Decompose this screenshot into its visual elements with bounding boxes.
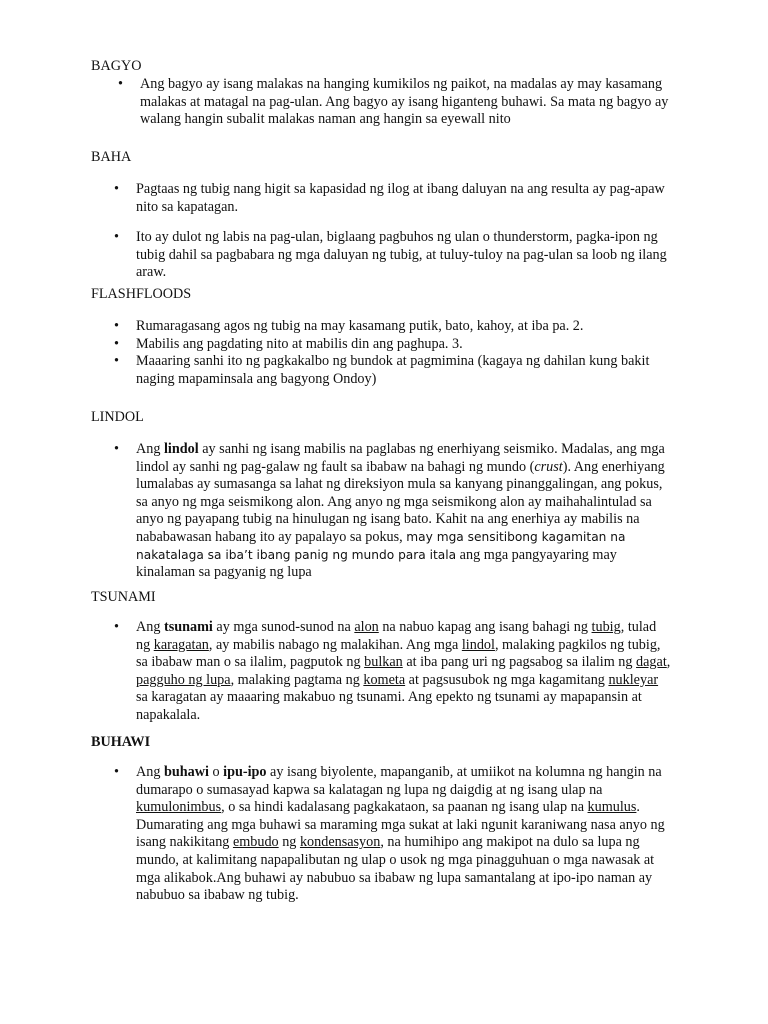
list-item: • Rumaragasang agos ng tubig na may kasamang putik, bato, kahoy, at iba pa. 2. bbox=[0, 318, 672, 336]
flashfloods-list bbox=[0, 318, 768, 388]
link-kumulus[interactable]: kumulus bbox=[587, 799, 637, 816]
link-embudo[interactable]: embudo bbox=[232, 834, 279, 851]
tsunami-paragraph bbox=[0, 619, 672, 725]
buhawi-paragraph bbox=[0, 764, 672, 905]
text-run: o bbox=[208, 764, 224, 780]
heading-bagyo: BAGYO bbox=[91, 58, 142, 74]
heading-baha: BAHA bbox=[91, 149, 132, 165]
text-run: at iba pang uri ng pagsabog sa ilalim ng bbox=[402, 654, 637, 671]
link-kumulonimbus[interactable]: kumulonimbus bbox=[136, 799, 222, 816]
list-item: • Ito ay dulot ng labis na pag-ulan, biglaang pagbuhos ng ulan o thunderstorm, pagka-ipon ng tubig dahil sa pagbabara ng mga daluyan ng tubig, at tuluy-tuloy na pag-ulan sa loob ng ilang araw. bbox=[0, 229, 672, 282]
text-run: na nabuo kapag ang isang bahagi ng bbox=[378, 619, 592, 635]
term-tsunami: tsunami bbox=[163, 619, 213, 635]
link-tubig[interactable]: tubig bbox=[591, 619, 621, 635]
link-karagatan[interactable]: karagatan bbox=[153, 636, 209, 653]
link-lindol[interactable]: lindol bbox=[461, 636, 495, 653]
heading-buhawi: BUHAWI bbox=[91, 734, 151, 750]
list-item: • Ang bagyo ay isang malakas na hanging kumikilos ng paikot, na madalas ay may kasamang malakas at matagal na pag-ulan. Ang bagyo ay isang higanteng buhawi. Sa mata ng bagyo ay walang hangin subalit malakas naman ang hangin sa eyewall nito bbox=[0, 76, 676, 129]
term-buhawi: buhawi bbox=[163, 764, 209, 780]
term-crust: crust bbox=[534, 458, 563, 475]
text-run: , malaking pagtama ng bbox=[230, 671, 364, 688]
text-run: sa karagatan ay maaaring makabuo ng tsunami. Ang epekto ng tsunami ay mapapansin at napakalala. bbox=[136, 689, 642, 723]
buhawi-list bbox=[0, 764, 768, 905]
text-run: ang mga pangyayaring may kinalaman sa pagyanig ng lupa bbox=[136, 546, 617, 581]
text-run: ng bbox=[278, 834, 300, 851]
bagyo-list bbox=[0, 76, 768, 129]
text-run: Ang bbox=[136, 441, 164, 457]
text-run: ). Ang enerhiyang lumalabas ay sumasanga sa lahat ng direksiyon mula sa kanyang pinanggalingan, ang pokus, sa anyo ng mga seismikong alon. Ang anyo ng mga seismikong alon ay maihahalintulad sa anyo ng payapang tubig na hinulugan ng isang bato. Kahit na ang enerhiya ay mabilis na nababawasan habang ito ay papalayo sa pokus, bbox=[136, 458, 665, 545]
text-run: , o sa hindi kadalasang pagkakataon, sa paanan ng isang ulap na bbox=[221, 799, 588, 816]
heading-flashfloods: FLASHFLOODS bbox=[91, 286, 192, 302]
text-run: , na humihipo ang makipot na dulo sa lupa ng mundo, at kalimitang napapalibutan ng ulap o usok ng mga pinagguhuan o mga nawasak at mga alikabok.Ang buhawi ay nabubuo sa ibabaw ng lupa samantalang at ipo-ipo naman ay nabubuo sa ibabaw ng tubig. bbox=[136, 834, 655, 904]
term-ipu-ipo: ipu-ipo bbox=[223, 764, 267, 780]
lindol-list bbox=[0, 441, 768, 582]
text-run: ay mga sunod-sunod na bbox=[212, 619, 355, 635]
tsunami-list bbox=[0, 619, 768, 725]
heading-tsunami: TSUNAMI bbox=[91, 589, 156, 605]
text-run: , tulad ng bbox=[136, 619, 657, 653]
text-run: ay isang biyolente, mapanganib, at umiikot na kolumna ng hangin na dumarapo o sumasayad kapwa sa kalatagan ng lupa ng daigdig at ng isang ulap na bbox=[136, 764, 662, 798]
text-run: ay sanhi ng isang mabilis na paglabas ng enerhiyang seismiko. Madalas, ang mga lindol ay sanhi ng pag-galaw ng fault sa ibabaw na bahagi ng mundo ( bbox=[136, 441, 665, 475]
baha-list bbox=[0, 181, 768, 282]
text-run: at pagsusubok ng mga kagamitang bbox=[405, 671, 609, 688]
list-item: • Mabilis ang pagdating nito at mabilis din ang paghupa. 3. bbox=[0, 336, 672, 354]
term-lindol: lindol bbox=[163, 441, 199, 457]
link-alon[interactable]: alon bbox=[354, 619, 379, 635]
link-kondensasyon[interactable]: kondensasyon bbox=[299, 834, 381, 851]
text-run: . Dumarating ang mga buhawi sa maraming mga sukat at laki ngunit karaniwang nasa anyo ng isang nakikitang bbox=[136, 799, 665, 851]
text-run: , bbox=[666, 654, 671, 671]
link-nukleyar[interactable]: nukleyar bbox=[608, 671, 659, 688]
link-dagat[interactable]: dagat bbox=[636, 654, 667, 671]
link-kometa[interactable]: kometa bbox=[363, 671, 406, 688]
text-run: , malaking pagkilos ng tubig, sa ibabaw man o sa ilalim, pagputok ng bbox=[136, 636, 661, 671]
text-run: may mga sensitibong kagamitan na nakatalaga sa iba’t ibang panig ng mundo para itala bbox=[136, 529, 626, 562]
text-run: , ay mabilis nabago ng malakihan. Ang mga bbox=[208, 636, 462, 653]
text-run: Ang bbox=[136, 764, 164, 780]
heading-lindol: LINDOL bbox=[91, 409, 144, 425]
text-run: Ang bbox=[136, 619, 164, 635]
list-item: • Maaaring sanhi ito ng pagkakalbo ng bundok at pagmimina (kagaya ng dahilan kung bakit naging mapaminsala ang bagyong Ondoy) bbox=[0, 353, 672, 388]
lindol-paragraph bbox=[0, 441, 672, 582]
link-bulkan[interactable]: bulkan bbox=[364, 654, 403, 671]
list-item: • Pagtaas ng tubig nang higit sa kapasidad ng ilog at ibang daluyan na ang resulta ay pag-apaw nito sa kapatagan. bbox=[0, 181, 672, 216]
link-pagguho-ng-lupa[interactable]: pagguho ng lupa bbox=[136, 671, 231, 688]
